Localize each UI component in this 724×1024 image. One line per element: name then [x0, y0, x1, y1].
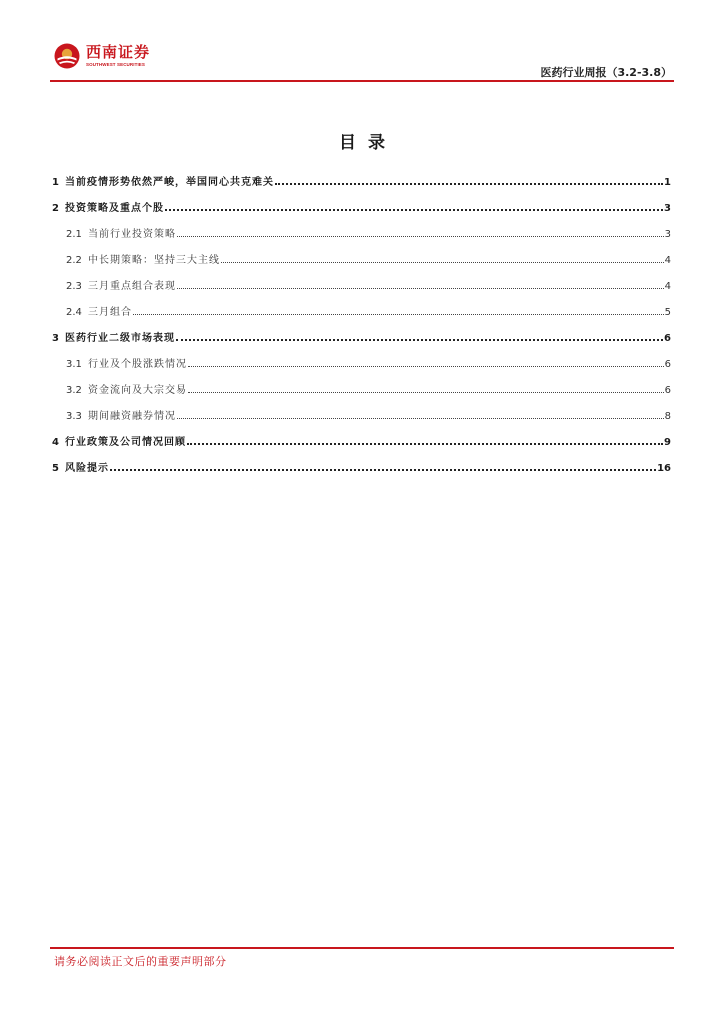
report-title: 医药行业周报（3.2-3.8）	[540, 66, 672, 79]
toc-dot-leader	[177, 236, 664, 237]
toc-entry-page: 16	[657, 463, 671, 474]
header-divider	[50, 80, 674, 82]
toc-entry-page: 6	[664, 333, 671, 344]
footer-divider	[50, 947, 674, 949]
toc-entry-number: 3.2	[66, 385, 82, 396]
toc-entry-page: 5	[664, 307, 671, 318]
toc-entry[interactable]	[52, 220, 671, 240]
toc-dot-leader	[188, 392, 664, 393]
toc-dot-leader	[221, 262, 664, 263]
toc-entry-page: 9	[664, 437, 671, 448]
logo-emblem-icon	[54, 43, 80, 69]
logo-english-name: SOUTHWEST SECURITIES	[86, 61, 146, 67]
toc-dot-leader	[187, 443, 663, 445]
toc-entry-number: 3	[52, 333, 59, 344]
toc-entry-number: 5	[52, 463, 59, 474]
toc-dot-leader	[177, 418, 664, 419]
toc-entry-title: 投资策略及重点个股	[65, 203, 164, 214]
toc-entry-number: 4	[52, 437, 59, 448]
toc-dot-leader	[275, 183, 663, 185]
toc-entry-page: 6	[664, 359, 671, 370]
company-logo	[54, 43, 150, 69]
toc-entry-title: 期间融资融券情况	[88, 411, 176, 422]
toc-entry[interactable]	[52, 298, 671, 318]
toc-dot-leader	[176, 339, 663, 341]
toc-entry-number: 1	[52, 177, 59, 188]
toc-entry-number: 2.4	[66, 307, 82, 318]
toc-entry[interactable]	[52, 194, 671, 214]
toc-entry-number: 2.2	[66, 255, 82, 266]
toc-entry-number: 2	[52, 203, 59, 214]
toc-entry-number: 2.3	[66, 281, 82, 292]
toc-entry-number: 3.1	[66, 359, 82, 370]
toc-entry-title: 行业及个股涨跌情况	[88, 359, 187, 370]
toc-dot-leader	[133, 314, 664, 315]
toc-dot-leader	[188, 366, 664, 367]
toc-entry[interactable]	[52, 246, 671, 266]
toc-entry[interactable]	[52, 402, 671, 422]
toc-entry[interactable]	[52, 454, 671, 474]
toc-entry-title: 行业政策及公司情况回顾	[65, 437, 186, 448]
footer-disclaimer: 请务必阅读正文后的重要声明部分	[54, 955, 227, 968]
toc-entry-title: 三月组合	[88, 307, 132, 318]
toc-entry-title: 当前疫情形势依然严峻，举国同心共克难关	[65, 177, 274, 188]
toc-entry-page: 4	[664, 255, 671, 266]
toc-entry-title: 风险提示	[65, 463, 109, 474]
toc-entry-title: 三月重点组合表现	[88, 281, 176, 292]
toc-dot-leader	[177, 288, 664, 289]
toc-entry-title: 医药行业二级市场表现	[65, 333, 175, 344]
toc-entry-number: 2.1	[66, 229, 82, 240]
toc-dot-leader	[110, 469, 656, 471]
toc-entry-title: 中长期策略：坚持三大主线	[88, 255, 220, 266]
toc-entry-title: 资金流向及大宗交易	[88, 385, 187, 396]
toc-dot-leader	[165, 209, 663, 211]
toc-entry[interactable]	[52, 272, 671, 292]
toc-entry-page: 8	[664, 411, 671, 422]
logo-chinese-name: 西南证券	[86, 42, 151, 61]
toc-entry[interactable]	[52, 324, 671, 344]
toc-entry-page: 1	[664, 177, 671, 188]
toc-entry-page: 6	[664, 385, 671, 396]
toc-entry-title: 当前行业投资策略	[88, 229, 176, 240]
toc-entry-number: 3.3	[66, 411, 82, 422]
toc-entry-page: 3	[664, 229, 671, 240]
toc-entry[interactable]	[52, 376, 671, 396]
toc-entry[interactable]	[52, 350, 671, 370]
toc-entry[interactable]	[52, 168, 671, 188]
toc-entry-page: 3	[664, 203, 671, 214]
toc-entry-page: 4	[664, 281, 671, 292]
toc-heading: 目录	[339, 133, 397, 153]
toc-entry[interactable]	[52, 428, 671, 448]
